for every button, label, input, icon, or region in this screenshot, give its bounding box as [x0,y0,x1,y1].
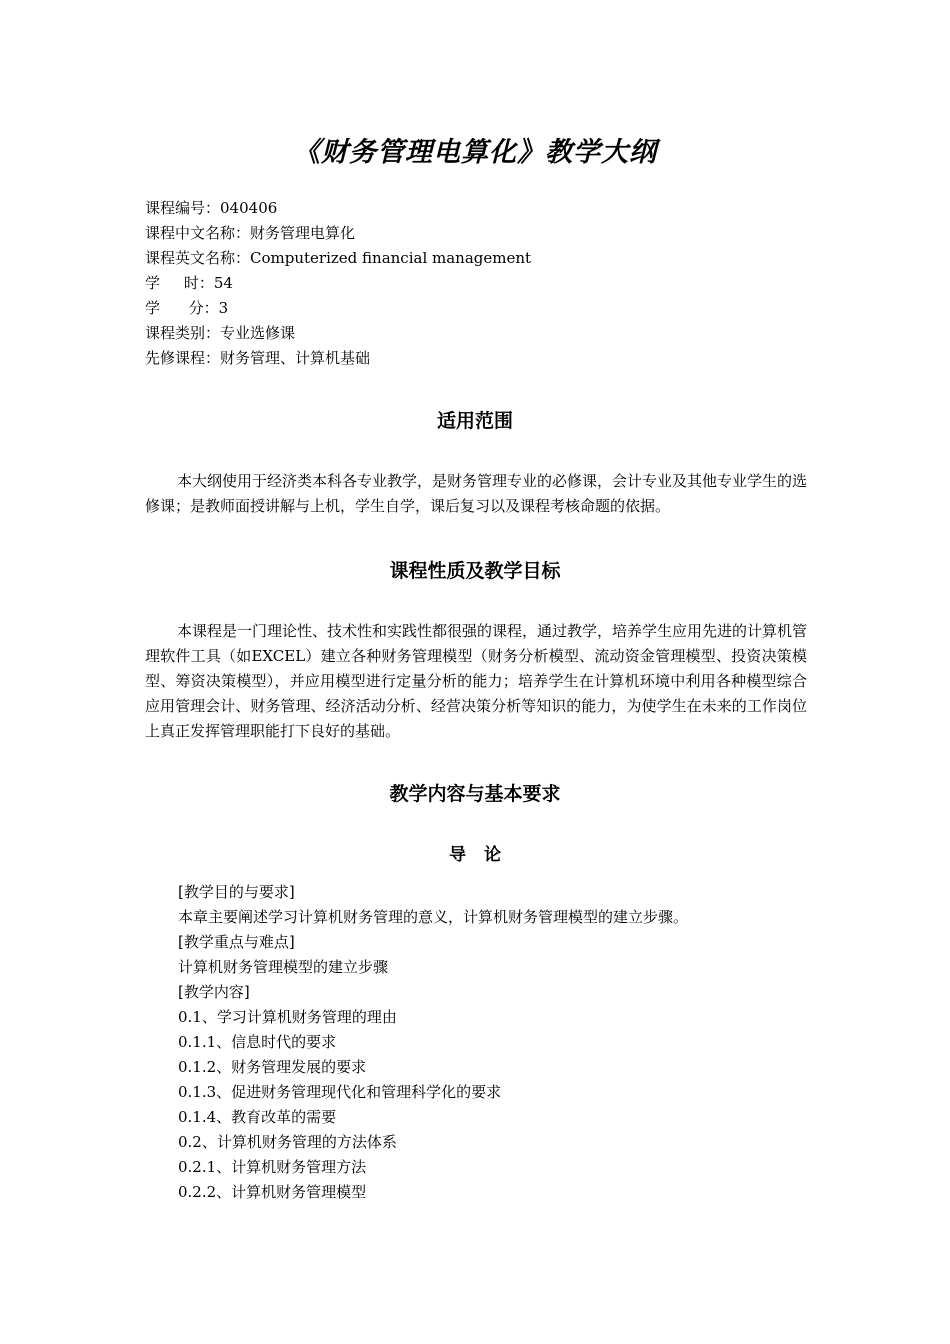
section-heading-content: 教学内容与基本要求 [389,783,561,805]
chapter-line-text: 0.1、学习计算机财务管理的理由 [178,1008,397,1026]
chapter-line-text: 计算机财务管理模型的建立步骤 [178,958,389,976]
chapter-text-line [178,905,688,930]
course-info-value: 3 [218,299,229,317]
chapter-line-text: 0.1.4、教育改革的需要 [178,1108,337,1126]
chapter-subheading [178,880,688,905]
course-info-key: 课程英文名称： [145,249,251,267]
course-info-key: 先修课程： [145,349,221,367]
chapter-subheading [178,980,688,1005]
chapter-line-text: 0.2.1、计算机财务管理方法 [178,1158,367,1176]
course-info-value: 54 [213,274,233,292]
section-heading-scope: 适用范围 [436,410,513,432]
course-info-key: 学 时： [145,274,214,292]
section-heading-nature: 课程性质及教学目标 [389,560,561,582]
chapter-text-line [178,1155,688,1180]
chapter-text-line [178,1080,688,1105]
course-info-list [145,196,531,371]
course-info-value: 财务管理、计算机基础 [220,349,371,367]
chapter-subheading [178,930,688,955]
course-info-row [145,196,531,221]
chapter-text-line [178,1005,688,1030]
chapter-body [178,880,688,1205]
chapter-line-text: 0.2、计算机财务管理的方法体系 [178,1133,397,1151]
course-info-key: 学 分： [145,299,219,317]
chapter-text-line [178,1105,688,1130]
chapter-line-text: 本章主要阐述学习计算机财务管理的意义，计算机财务管理模型的建立步骤。 [178,908,689,926]
course-info-key: 课程类别： [145,324,221,342]
chapter-subheading-text: [教学重点与难点] [178,933,295,951]
chapter-text-line [178,1180,688,1205]
course-info-key: 课程编号： [145,199,221,217]
course-info-row [145,296,531,321]
course-info-row [145,221,531,246]
course-info-row [145,246,531,271]
section-paragraph-nature: 本课程是一门理论性、技术性和实践性都很强的课程，通过教学，培养学生应用先进的计算机管理软件工具（如EXCEL）建立各种财务管理模型（财务分析模型、流动资金管理模型、投资决策模型、筹资决策模型），并应用模型进行定量分析的能力；培养学生在计算机环境中利用各种模型综合应用管理会计、财务管理、经济活动分析、经营决策分析等知识的能力，为使学生在未来的工作岗位上真正发挥管理职能打下良好的基础。 [145,622,808,740]
chapter-heading: 导论 [449,845,519,865]
chapter-line-text: 0.1.3、促进财务管理现代化和管理科学化的要求 [178,1083,502,1101]
chapter-text-line [178,1130,688,1155]
chapter-subheading-text: [教学目的与要求] [178,883,295,901]
chapter-line-text: 0.2.2、计算机财务管理模型 [178,1183,367,1201]
chapter-text-line [178,955,688,980]
course-info-row [145,346,531,371]
chapter-line-text: 0.1.1、信息时代的要求 [178,1033,337,1051]
section-paragraph-scope: 本大纲使用于经济类本科各专业教学，是财务管理专业的必修课，会计专业及其他专业学生的选修课；是教师面授讲解与上机，学生自学，课后复习以及课程考核命题的依据。 [145,472,808,515]
chapter-text-line [178,1030,688,1055]
course-info-row [145,321,531,346]
course-info-value: Computerized financial management [250,249,532,267]
course-info-row [145,271,531,296]
course-info-value: 040406 [220,199,278,217]
course-info-key: 课程中文名称： [145,224,251,242]
chapter-line-text: 0.1.2、财务管理发展的要求 [178,1058,367,1076]
course-info-value: 专业选修课 [220,324,296,342]
chapter-text-line [178,1055,688,1080]
document-title: 《财务管理电算化》教学大纲 [293,137,657,168]
course-info-value: 财务管理电算化 [250,224,356,242]
chapter-subheading-text: [教学内容] [178,983,250,1001]
